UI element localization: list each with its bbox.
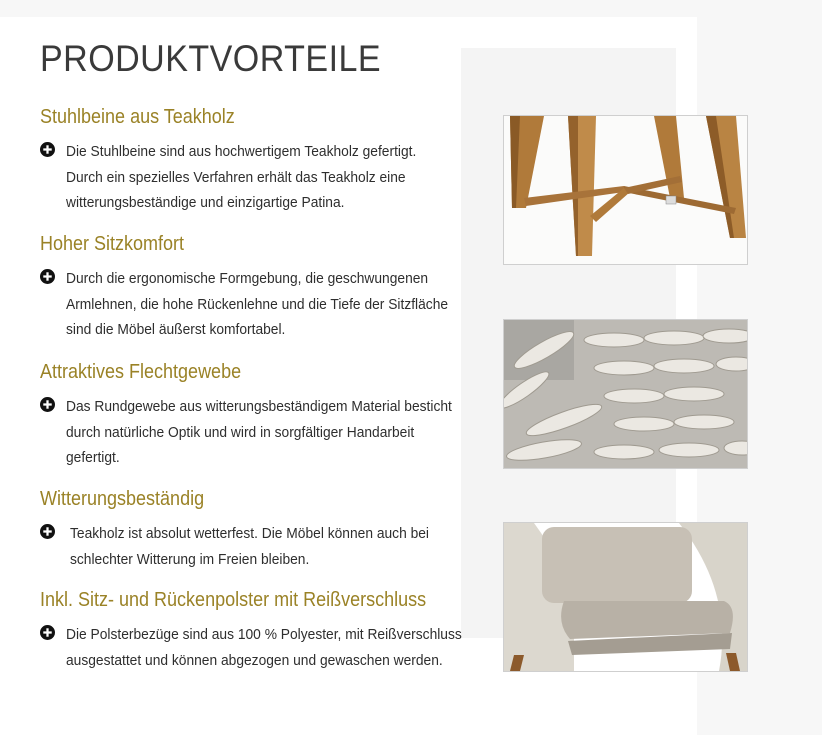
feature-heading: Stuhlbeine aus Teakholz: [40, 106, 235, 128]
page-title: PRODUKTVORTEILE: [40, 38, 382, 79]
feature-cushions: [40, 589, 470, 673]
feature-bullet: [40, 622, 470, 673]
wicker-weave-photo: [503, 319, 748, 469]
feature-bullet: [40, 139, 470, 216]
feature-weave: [40, 361, 470, 471]
feature-text-line: sind die Möbel äußerst komfortabel.: [66, 321, 286, 338]
feature-text-line: Die Polsterbezüge sind aus 100 % Polyester, mit Reißverschluss: [66, 626, 462, 643]
feature-text-line: Teakholz ist absolut wetterfest. Die Möbel können auch bei: [70, 525, 430, 542]
feature-heading: Attraktives Flechtgewebe: [40, 361, 242, 383]
teak-legs-photo: [503, 115, 748, 265]
feature-bullet: [40, 266, 470, 343]
feature-text-line: Durch die ergonomische Formgebung, die geschwungenen: [66, 270, 429, 287]
feature-bullet: [40, 521, 470, 572]
feature-weatherproof: [40, 488, 470, 572]
feature-teak-legs: [40, 106, 470, 216]
feature-text-line: Armlehnen, die hohe Rückenlehne und die Tiefe der Sitzfläche: [66, 295, 449, 313]
feature-text-line: Die Stuhlbeine sind aus hochwertigem Teakholz gefertigt.: [66, 143, 417, 160]
feature-heading: Witterungsbeständig: [40, 488, 205, 510]
cushioned-chair-photo: [503, 522, 748, 672]
feature-text-line: gefertigt.: [66, 449, 120, 466]
plus-circle-icon: [40, 142, 55, 157]
feature-comfort: [40, 233, 470, 343]
feature-text-line: schlechter Witterung im Freien bleiben.: [70, 550, 310, 568]
feature-text-line: Das Rundgewebe aus witterungsbeständigem Material besticht: [66, 398, 452, 415]
feature-text-line: durch natürliche Optik und wird in sorgfältiger Handarbeit: [66, 423, 415, 441]
feature-heading: Inkl. Sitz- und Rückenpolster mit Reißverschluss: [40, 589, 427, 611]
feature-heading: Hoher Sitzkomfort: [40, 233, 185, 255]
plus-circle-icon: [40, 397, 55, 412]
plus-circle-icon: [40, 524, 55, 539]
feature-bullet: [40, 394, 470, 471]
feature-text-line: witterungsbeständige und einzigartige Patina.: [66, 194, 345, 211]
plus-circle-icon: [40, 625, 55, 640]
feature-text-line: ausgestattet und können abgezogen und gewaschen werden.: [66, 651, 443, 669]
plus-circle-icon: [40, 269, 55, 284]
feature-text-line: Durch ein spezielles Verfahren erhält das Teakholz eine: [66, 168, 406, 186]
